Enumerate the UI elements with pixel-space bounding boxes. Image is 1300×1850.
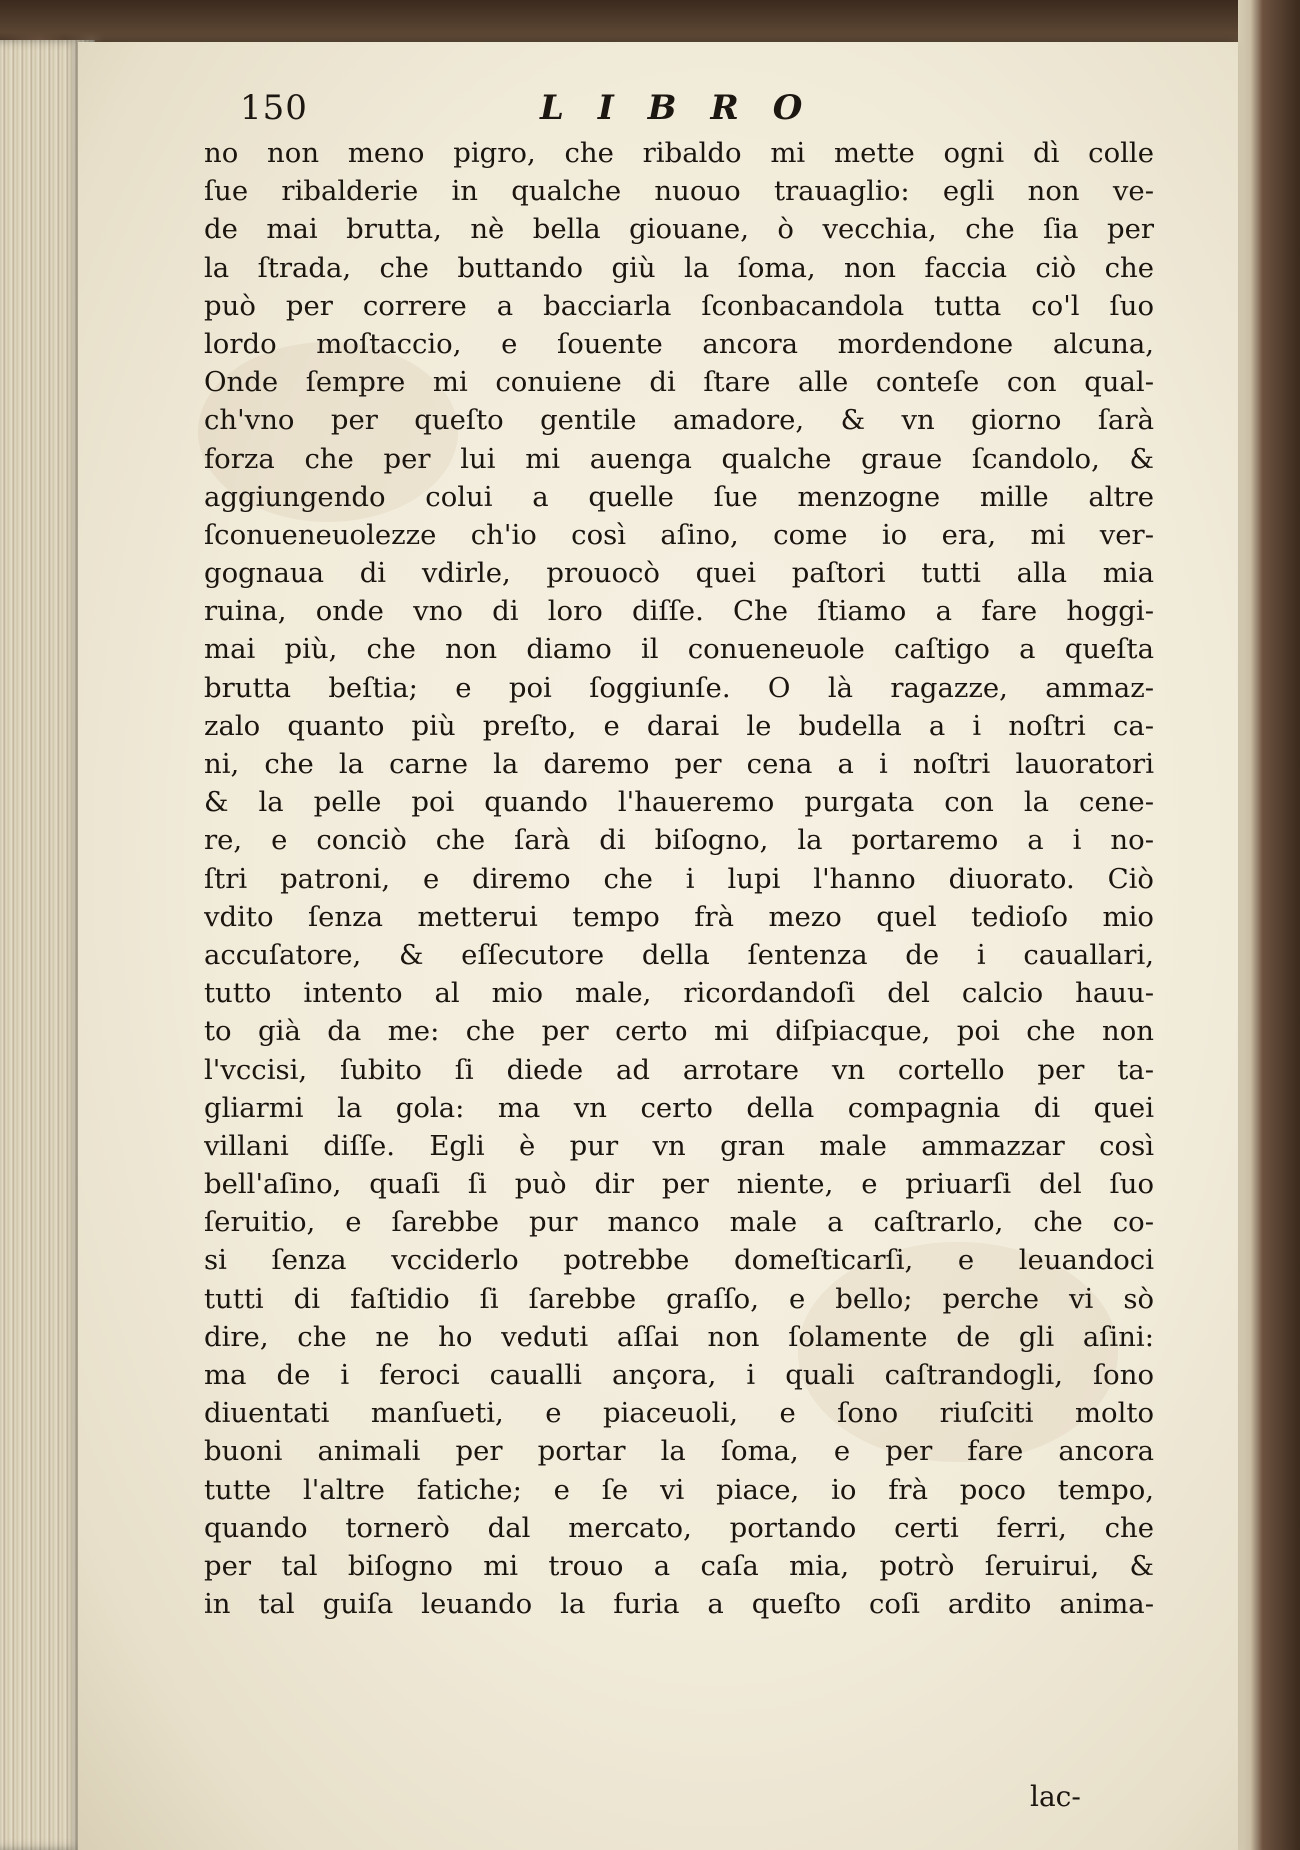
text-line: ch'vno per queſto gentile amadore, & vn giorno ſarà <box>204 404 1154 437</box>
text-line: aggiungendo colui a quelle ſue menzogne mille altre <box>204 480 1154 513</box>
text-line: mai più, che non diamo il conueneuole caſtigo a queſta <box>204 633 1154 666</box>
text-line: brutta beſtia; e poi ſoggiunſe. O là ragazze, ammaz- <box>204 671 1154 704</box>
text-line: re, e conciò che ſarà di biſogno, la portaremo a i no- <box>204 824 1154 857</box>
catchword: lac- <box>1030 1780 1081 1813</box>
text-line: bell'aſino, quaſi ſi può dir per niente, e priuarſi del ſuo <box>204 1168 1154 1201</box>
text-line: Onde ſempre mi conuiene di ſtare alle conteſe con qual- <box>204 366 1154 399</box>
text-line: ſeruitio, e ſarebbe pur manco male a caſtrarlo, che co- <box>204 1206 1154 1239</box>
text-line: vdito ſenza metterui tempo frà mezo quel tedioſo mio <box>204 900 1154 933</box>
text-line: in tal guiſa leuando la furia a queſto coſi ardito anima- <box>204 1588 1154 1621</box>
text-line: gognaua di vdirle, prouocò quei paſtori tutti alla mia <box>204 557 1154 590</box>
running-head: LIBRO <box>540 88 837 128</box>
text-line: villani diſſe. Egli è pur vn gran male ammazzar così <box>204 1129 1154 1162</box>
text-line: gliarmi la gola: ma vn certo della compagnia di quei <box>204 1091 1154 1124</box>
text-line: forza che per lui mi auenga qualche graue ſcandolo, & <box>204 442 1154 475</box>
text-line: può per correre a bacciarla ſconbacandola tutta co'l ſuo <box>204 289 1154 322</box>
text-line: no non meno pigro, che ribaldo mi mette ogni dì colle <box>204 137 1154 169</box>
page-number: 150 <box>240 88 308 128</box>
text-line: si ſenza vcciderlo potrebbe domeſticarſi, e leuandoci <box>204 1244 1154 1277</box>
text-line: tutto intento al mio male, ricordandoſi del calcio hauu- <box>204 977 1154 1010</box>
text-line: ruina, onde vno di loro diſſe. Che ſtiamo a fare hoggi- <box>204 595 1154 628</box>
text-line: diuentati manſueti, e piaceuoli, e ſono riuſciti molto <box>204 1397 1154 1430</box>
text-line: quando tornerò dal mercato, portando certi ferri, che <box>204 1511 1154 1544</box>
text-line: zalo quanto più preſto, e darai le budella a i noſtri ca- <box>204 709 1154 742</box>
text-line: ſconueneuolezze ch'io così aſino, come io era, mi ver- <box>204 518 1154 551</box>
text-line: l'vccisi, ſubito ſi diede ad arrotare vn cortello per ta- <box>204 1053 1154 1086</box>
binding-edge <box>1238 0 1300 1850</box>
text-line: accuſatore, & eſſecutore della ſentenza de i cauallari, <box>204 938 1154 971</box>
text-line: de mai brutta, nè bella giouane, ò vecchia, che ſia per <box>204 213 1154 246</box>
text-line: lordo moſtaccio, e ſouente ancora mordendone alcuna, <box>204 327 1154 360</box>
body-text <box>204 134 1154 1623</box>
text-line: ni, che la carne la daremo per cena a i noſtri lauoratori <box>204 748 1154 780</box>
text-line: to già da me: che per certo mi diſpiacque, poi che non <box>204 1015 1154 1048</box>
page-header <box>240 88 1060 132</box>
text-line: per tal biſogno mi trouo a caſa mia, potrò ſeruirui, & <box>204 1549 1154 1582</box>
top-shadow <box>0 0 1300 46</box>
text-line: tutti di faſtidio ſi ſarebbe graſſo, e bello; perche vi sò <box>204 1282 1154 1315</box>
text-line: ma de i feroci caualli ançora, i quali caſtrandogli, ſono <box>204 1359 1154 1391</box>
text-line: la ſtrada, che buttando giù la ſoma, non faccia ciò che <box>204 251 1154 284</box>
text-line: tutte l'altre fatiche; e ſe vi piace, io frà poco tempo, <box>204 1473 1154 1506</box>
text-line: & la pelle poi quando l'haueremo purgata con la cene- <box>204 786 1154 819</box>
text-line: ſtri patroni, e diremo che i lupi l'hanno diuorato. Ciò <box>204 862 1154 895</box>
text-line: dire, che ne ho veduti aſſai non ſolamente de gli aſini: <box>204 1320 1154 1353</box>
text-line: ſue ribalderie in qualche nuouo trauaglio: egli non ve- <box>204 175 1154 208</box>
text-line: buoni animali per portar la ſoma, e per fare ancora <box>204 1435 1154 1468</box>
